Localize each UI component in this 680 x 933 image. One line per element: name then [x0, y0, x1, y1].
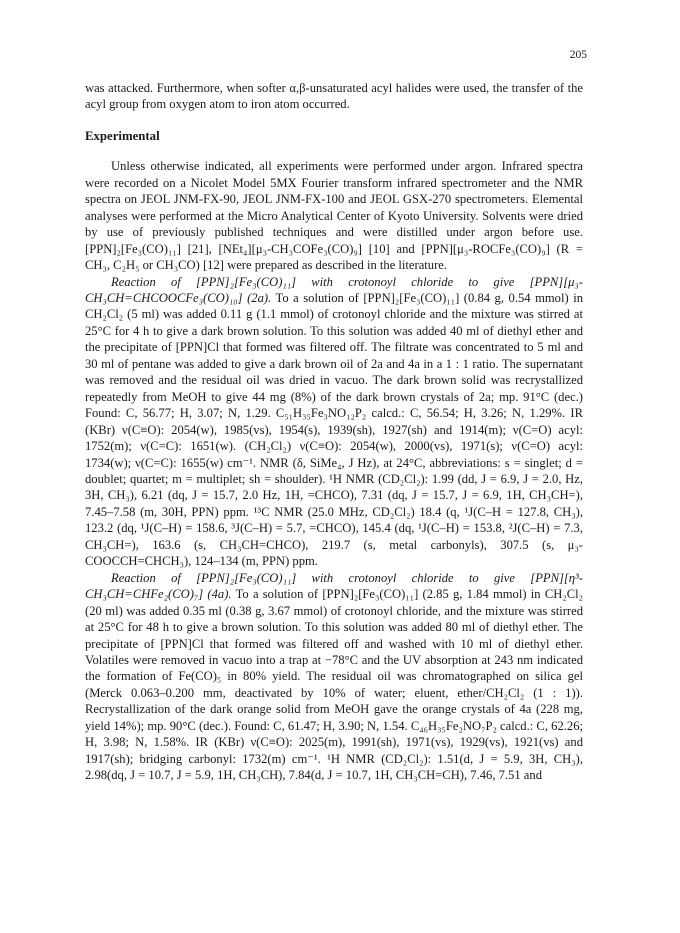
reaction-2a-paragraph — [85, 274, 583, 570]
section-heading: Experimental — [85, 128, 160, 143]
intro-paragraph: was attacked. Furthermore, when softer α,β-unsaturated acyl halides were used, the transfer of the acyl group from oxygen atom to iron atom occurred. — [85, 81, 583, 112]
page-number: 205 — [569, 49, 587, 61]
reaction-4a-body: To a solution of [PPN]₂[Fe₃(CO)₁₁] (2.85 g, 1.84 mmol) in CH₂Cl₂ (20 ml) was added 0.35 ml (0.38 g, 3.67 mmol) of crotonoyl chloride, and the mixture was stirred at 25°C for 48 h to give a brown solution. To this solution was added 80 ml of diethyl ether. The precipitate of [PPN]Cl that formed was filtered off and washed with 10 ml of diethyl ether. Volatiles were removed in vacuo into a trap at −78°C and the UV absorption at 243 nm indicated the formation of Fe(CO)₅ in 80% yield. The residual oil was chromatographed on silica gel (Merck 0.063–0.200 mm, deactivated by 10% of water; eluent, ether/CH₂Cl₂ (1 : 1)). Recrystallization of the dark orange solid from MeOH gave the orange crystals of 4a (228 mg, yield 14%); mp. 90°C (dec.). Found: C, 61.47; H, 3.90; N, 1.54. C₄₆H₃₅Fe₂NO₇P₂ calcd.: C, 62.26; H, 3.98; N, 1.58%. IR (KBr) ν(C≡O): 2025(m), 1991(sh), 1971(vs), 1929(vs), 1921(vs) and 1917(sh); bridging carbonyl: 1732(m) cm⁻¹. ¹H NMR (CD₂Cl₂): 1.51(d, J = 5.9, 3H, CH₃), 2.98(dq, J = 10.7, J = 5.9, 1H, CH₃CH), 7.84(d, J = 10.7, 1H, CH₃CH=CH), 7.46, 7.51 and — [85, 587, 584, 783]
reaction-4a-paragraph — [85, 570, 583, 784]
page-body — [85, 52, 583, 784]
reaction-4a-title: Reaction of [PPN]₂[Fe₃(CO)₁₁] with crotonoyl chloride to give [PPN][η³-CH₃CH=CHFe₂(CO)₇] (4a). — [85, 570, 583, 602]
reaction-2a-body: To a solution of [PPN]₂[Fe₃(CO)₁₁] (0.84 g, 0.54 mmol) in CH₂Cl₂ (5 ml) was added 0.11 g (1.1 mmol) of crotonoyl chloride and the mixture was stirred at 25°C for 4 h to give a dark brown solution. To this solution was added 40 ml of diethyl ether and the precipitate of [PPN]Cl that formed was filtered off. The filtrate was concentrated to 5 ml and 30 ml of pentane was added to give a dark brown oil of 2a and 4a in a 1 : 1 ratio. The supernatant was removed and the residual oil was dried in vacuo. The dark brown solid was recrystallized repeatedly from MeOH to give 44 mg (8%) of the dark brown crystals of 2a; mp. 91°C (dec.) Found: C, 56.77; H, 3.07; N, 1.29. C₅₁H₃₅Fe₃NO₁₂P₂ calcd.: C, 56.54; H, 3.26; N, 1.29%. IR (KBr) ν(C≡O): 2054(w), 1985(vs), 1954(s), 1939(sh), 1927(sh) and 1914(m); ν(C=O) acyl: 1752(m); ν(C=C): 1651(w). (CH₂Cl₂) ν(C≡O): 2054(w), 2000(vs), 1971(s); ν(C=O) acyl: 1734(w); ν(C=C): 1655(w) cm⁻¹. NMR (δ, SiMe₄, J Hz), at 24°C, abbreviations: s = singlet; d = doublet; quartet; m = multiplet; sh = shoulder). ¹H NMR (CD₂Cl₂): 1.99 (dd, J = 6.9, J = 2.0, Hz, 3H, CH₃), 6.21 (dq, J = 15.7, 2.0 Hz, 1H, =CHCO), 7.31 (dq, J = 15.7, J = 6.9, 1H, CH₃CH=), 7.45–7.58 (m, 30H, PPN) ppm. ¹³C NMR (25.0 MHz, CD₂Cl₂) 18.4 (q, ¹J(C–H = 127.8, CH₃), 123.2 (dq, ¹J(C–H) = 158.6, ³J(C–H) = 5.7, =CHCO), 145.4 (dq, ¹J(C–H) = 153.8, ²J(C–H) = 7.3, CH₃CH=), 163.6 (s, CH₃CH=CHCO), 219.7 (s, metal carbonyls), 307.5 (s, μ₃-COOCCH=CHCH₃), 124–134 (m, PPN) ppm. — [85, 290, 583, 569]
reaction-2a-title: Reaction of [PPN]₂[Fe₃(CO)₁₁] with crotonoyl chloride to give [PPN][μ₃-CH₃CH=CHCOOCFe₃(CO)₁₀] (2a). — [85, 274, 583, 305]
general-methods-paragraph: Unless otherwise indicated, all experiments were performed under argon. Infrared spectra were recorded on a Nicolet Model 5MX Fourier transform infrared spectrometer and the NMR spectra on JEOL JNM-FX-90, JEOL JNM-FX-100 and JEOL GSX-270 spectrometers. Elemental analyses were performed at the Micro Analytical Center of Kyoto University. Solvents were dried by use of previously published techniques and were distilled under argon before use. [PPN]₂[Fe₃(CO)₁₁] [21], [NEt₄][μ₃-CH₃COFe₃(CO)₉] [10] and [PPN][μ₃-ROCFe₃(CO)₉] (R = CH₃, C₂H₅ or CH₃CO) [12] were prepared as described in the literature. — [85, 159, 583, 273]
